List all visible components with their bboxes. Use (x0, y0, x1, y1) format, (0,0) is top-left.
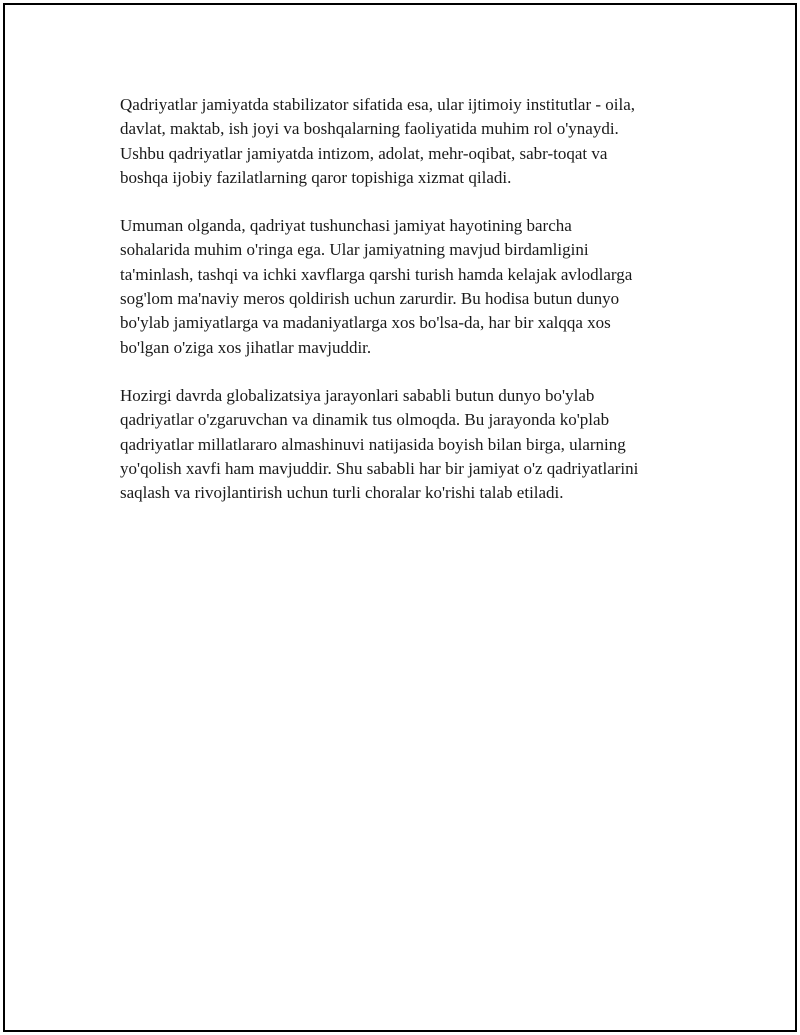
paragraph-line: qadriyatlar millatlararo almashinuvi natijasida boyish bilan birga, ularning (120, 434, 626, 454)
paragraph-2 (120, 214, 685, 360)
paragraph-line: bo'lgan o'ziga xos jihatlar mavjuddir. (120, 337, 372, 357)
paragraph-line: ta'minlash, tashqi va ichki xavflarga qarshi turish hamda kelajak avlodlarga (120, 264, 633, 284)
paragraph-line: yo'qolish xavfi ham mavjuddir. Shu sababli har bir jamiyat o'z qadriyatlarini (120, 458, 639, 478)
paragraph-line: saqlash va rivojlantirish uchun turli choralar ko'rishi talab etiladi. (120, 483, 564, 503)
document-body (120, 93, 685, 529)
paragraph-line: boshqa ijobiy fazilatlarning qaror topishiga xizmat qiladi. (120, 167, 512, 187)
paragraph-3 (120, 384, 685, 505)
paragraph-line: sohalarida muhim o'ringa ega. Ular jamiyatning mavjud birdamligini (120, 240, 589, 260)
paragraph-line: Qadriyatlar jamiyatda stabilizator sifatida esa, ular ijtimoiy institutlar - oila, (120, 95, 636, 114)
paragraph-line: sog'lom ma'naviy meros qoldirish uchun zarurdir. Bu hodisa butun dunyo (120, 289, 620, 309)
paragraph-line: Umuman olganda, qadriyat tushunchasi jamiyat hayotining barcha (120, 216, 572, 236)
paragraph-line: Ushbu qadriyatlar jamiyatda intizom, adolat, mehr-oqibat, sabr-toqat va (120, 143, 608, 163)
paragraph-line: davlat, maktab, ish joyi va boshqalarning faoliyatida muhim rol o'ynaydi. (120, 119, 619, 139)
paragraph-line: qadriyatlar o'zgaruvchan va dinamik tus olmoqda. Bu jarayonda ko'plab (120, 410, 610, 430)
paragraph-line: bo'ylab jamiyatlarga va madaniyatlarga xos bo'lsa-da, har bir xalqqa xos (120, 313, 611, 333)
paragraph-line: Hozirgi davrda globalizatsiya jarayonlari sababli butun dunyo bo'ylab (120, 385, 595, 405)
paragraph-1 (120, 93, 685, 190)
document-page (3, 3, 797, 1032)
